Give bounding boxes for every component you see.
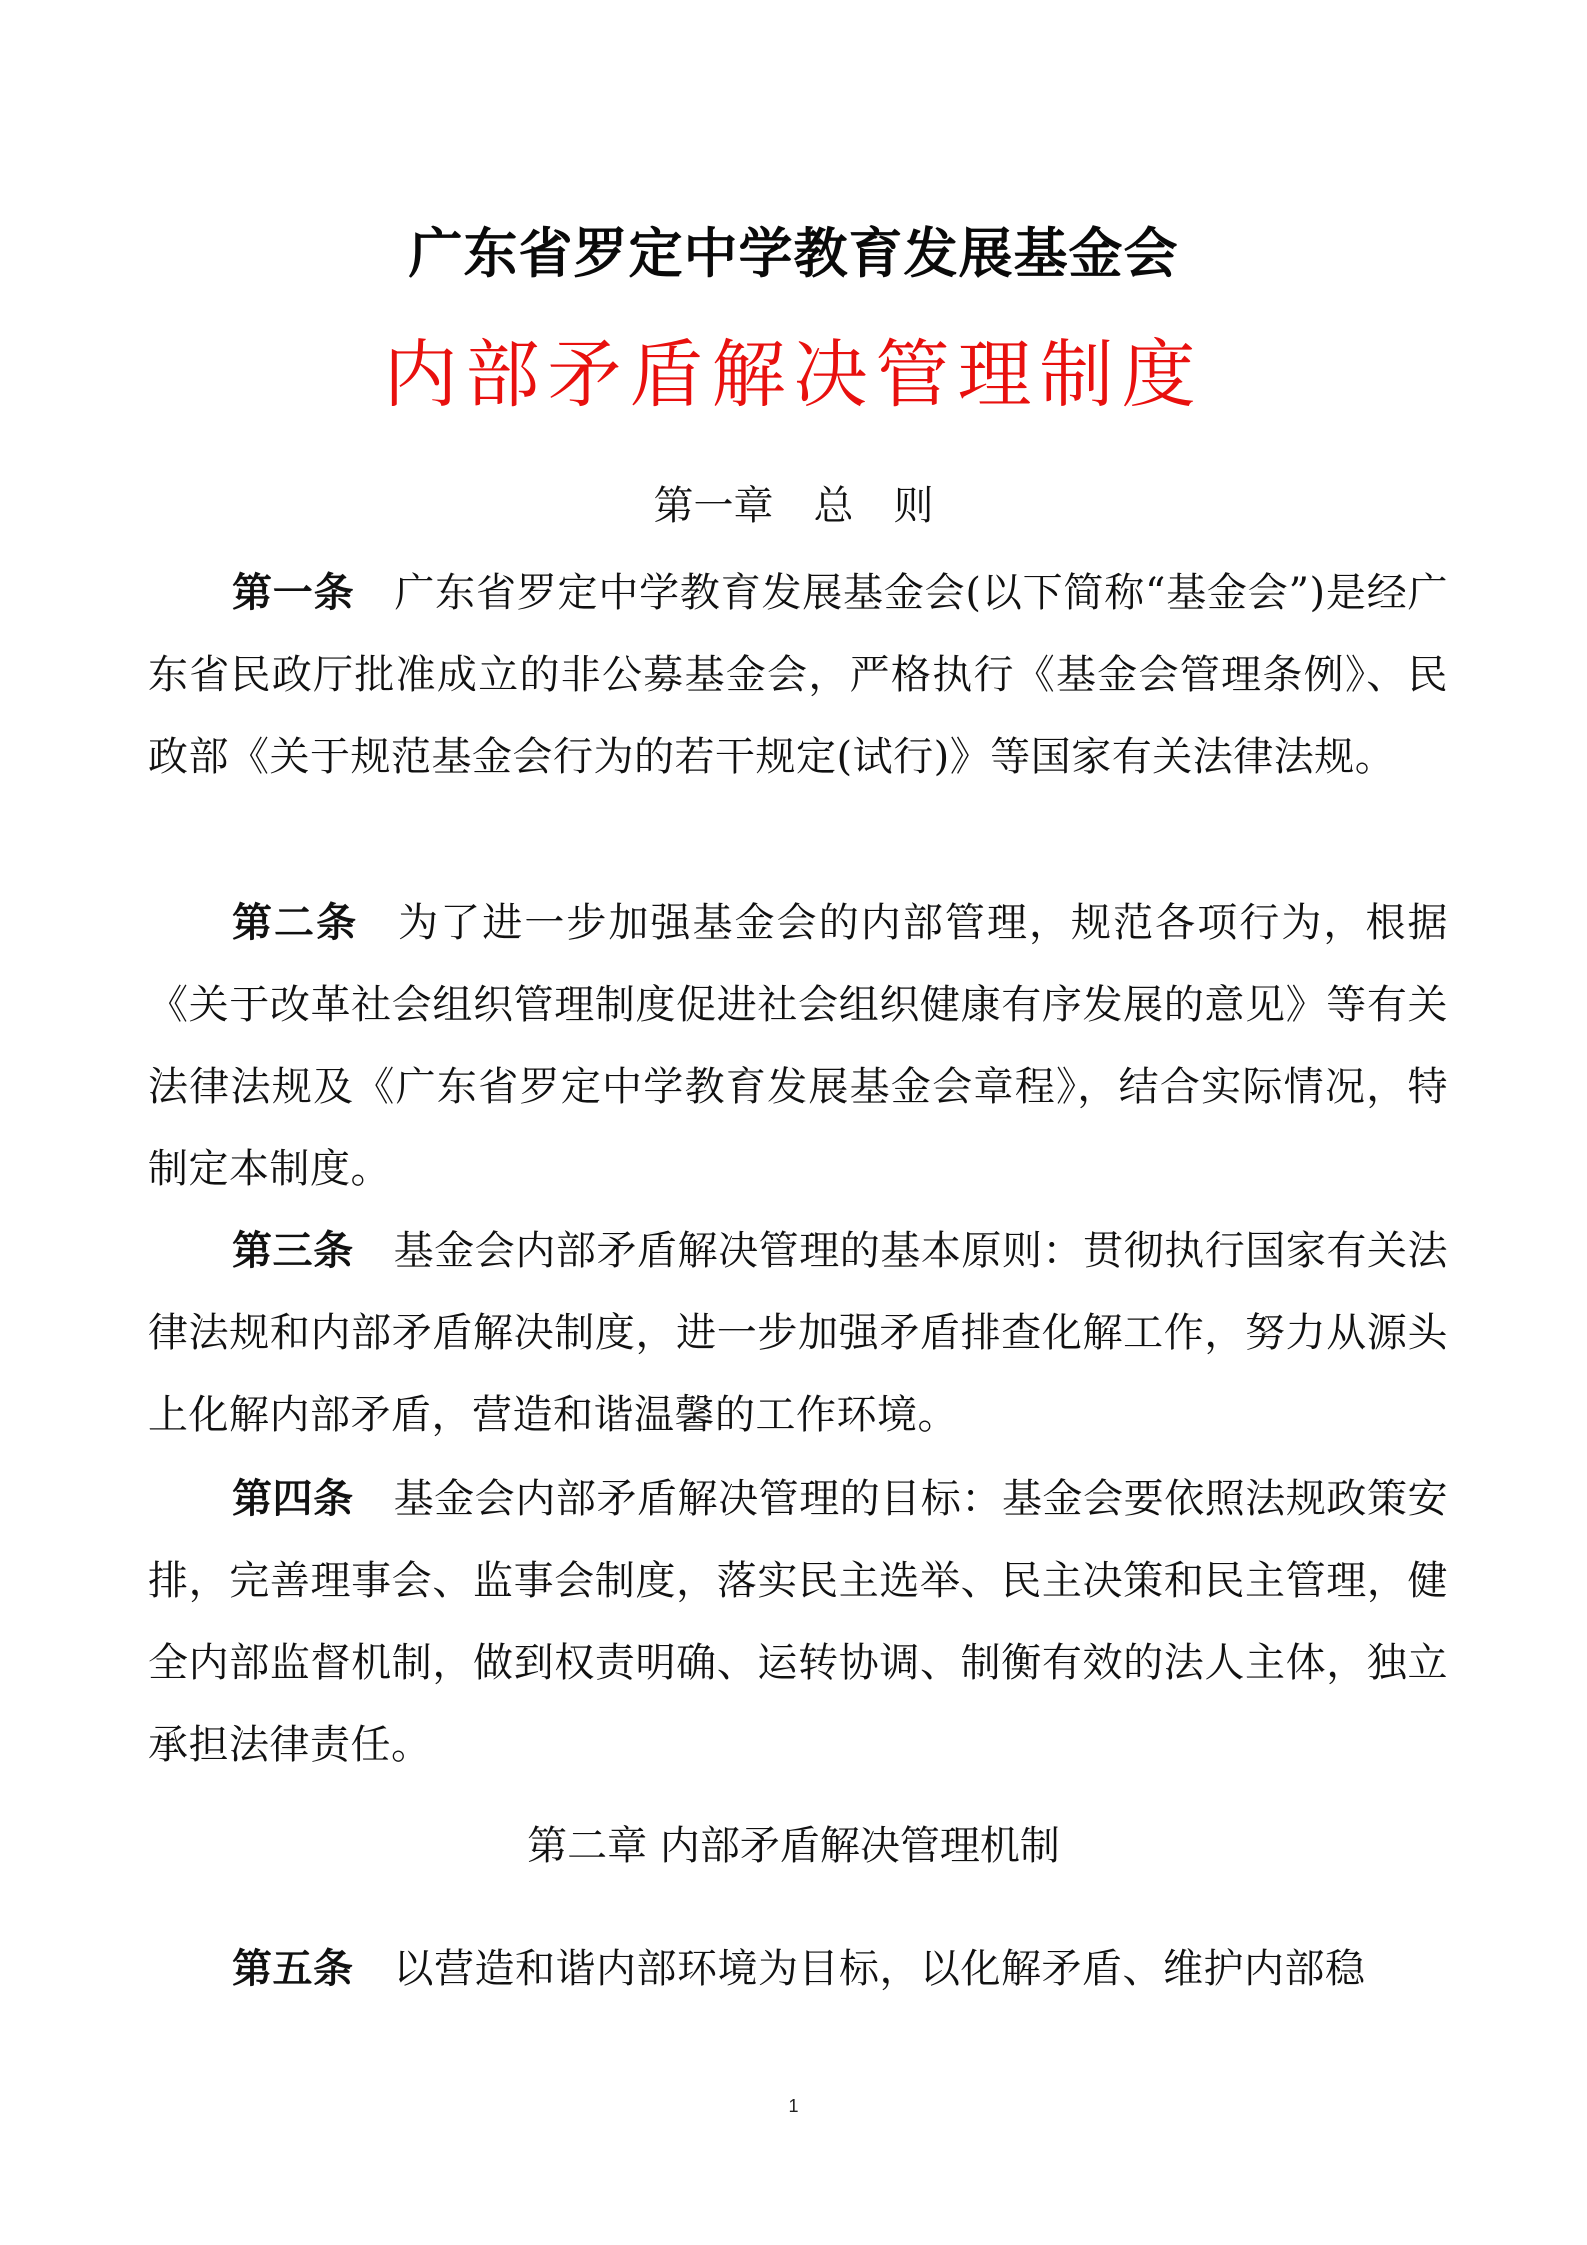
- article-4: [148, 1458, 1448, 1786]
- article-text: 广东省罗定中学教育发展基金会(以下简称“基金会”)是经广东省民政厅批准成立的非公募基金会，严格执行《基金会管理条例》、民政部《关于规范基金会行为的若干规定(试行)》等国家有关法律法规。: [148, 570, 1449, 780]
- page-number: 1: [788, 2096, 799, 2116]
- article-2: [148, 882, 1448, 1210]
- article-label: 第一条: [232, 569, 355, 616]
- organization-title: 广东省罗定中学教育发展基金会: [408, 221, 1179, 285]
- article-text: 为了进一步加强基金会的内部管理，规范各项行为，根据 《关于改革社会组织管理制度促进社会组织健康有序发展的意见》等有关法律法规及《广东省罗定中学教育发展基金会章程》，结合实际情况，特制定本制度。: [148, 900, 1449, 1192]
- article-label: 第三条: [232, 1227, 354, 1274]
- article-text: 基金会内部矛盾解决管理的基本原则：贯彻执行国家有关法律法规和内部矛盾解决制度，进一步加强矛盾排查化解工作，努力从源头上化解内部矛盾，营造和谐温馨的工作环境。: [148, 1228, 1449, 1438]
- article-5: [148, 1928, 1448, 2010]
- article-label: 第二条: [232, 899, 359, 946]
- article-label: 第四条: [232, 1475, 354, 1522]
- article-text: 基金会内部矛盾解决管理的目标：基金会要依照法规政策安排，完善理事会、监事会制度，落实民主选举、民主决策和民主管理，健全内部监督机制，做到权责明确、运转协调、制衡有效的法人主体，独立承担法律责任。: [148, 1476, 1449, 1768]
- article-label: 第五条: [232, 1945, 354, 1992]
- document-title: 内部矛盾解决管理制度: [383, 332, 1204, 418]
- article-text: 以营造和谐内部环境为目标，以化解矛盾、维护内部稳: [393, 1946, 1366, 1992]
- article-1: [148, 552, 1448, 798]
- chapter-heading-1: 第一章 总 则: [653, 483, 934, 529]
- chapter-heading-2: 第二章 内部矛盾解决管理机制: [527, 1823, 1060, 1869]
- article-3: [148, 1210, 1448, 1456]
